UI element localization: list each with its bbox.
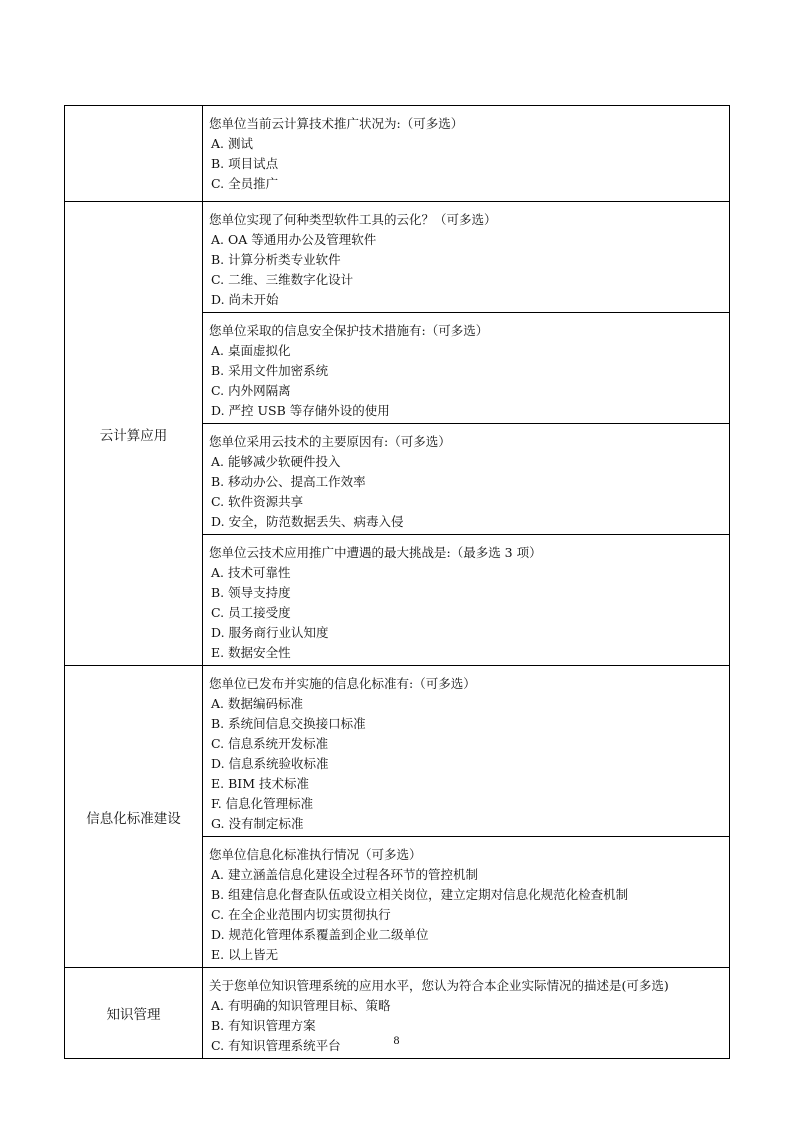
question-cell bbox=[203, 666, 730, 837]
question-block bbox=[203, 202, 729, 312]
table-row bbox=[65, 106, 730, 202]
question-cell bbox=[203, 424, 730, 535]
question-text: 您单位云技术应用推广中遭遇的最大挑战是:（最多选 3 项） bbox=[209, 545, 542, 560]
survey-table bbox=[64, 105, 730, 1059]
option-item: D. 尚未开始 bbox=[211, 292, 279, 307]
question-text: 您单位采取的信息安全保护技术措施有:（可多选） bbox=[209, 323, 489, 338]
option-item: A. 有明确的知识管理目标、策略 bbox=[211, 998, 391, 1013]
option-item: B. 领导支持度 bbox=[211, 585, 291, 600]
question-block bbox=[203, 106, 729, 196]
option-item: C. 软件资源共享 bbox=[211, 494, 304, 509]
question-block bbox=[203, 313, 729, 423]
option-item: B. 移动办公、提高工作效率 bbox=[211, 474, 366, 489]
table-row bbox=[65, 202, 730, 313]
option-item: A. 测试 bbox=[211, 136, 253, 151]
question-cell bbox=[203, 837, 730, 968]
option-item: C. 在全企业范围内切实贯彻执行 bbox=[211, 907, 391, 922]
option-item: B. 系统间信息交换接口标准 bbox=[211, 716, 366, 731]
question-block bbox=[203, 666, 729, 836]
question-text: 您单位实现了何种类型软件工具的云化？（可多选） bbox=[209, 212, 497, 227]
option-item: B. 有知识管理方案 bbox=[211, 1018, 316, 1033]
question-text: 您单位当前云计算技术推广状况为:（可多选） bbox=[209, 116, 464, 131]
option-item: D. 信息系统验收标准 bbox=[211, 756, 329, 771]
option-item: A. 建立涵盖信息化建设全过程各环节的管控机制 bbox=[211, 867, 478, 882]
option-item: B. 项目试点 bbox=[211, 156, 279, 171]
question-cell bbox=[203, 106, 730, 202]
question-cell bbox=[203, 313, 730, 424]
option-item: F. 信息化管理标准 bbox=[211, 796, 314, 811]
option-item: C. 信息系统开发标准 bbox=[211, 736, 329, 751]
option-item: C. 有知识管理系统平台 bbox=[211, 1038, 341, 1053]
question-text: 您单位已发布并实施的信息化标准有:（可多选） bbox=[209, 676, 476, 691]
question-block bbox=[203, 424, 729, 534]
option-item: D. 规范化管理体系覆盖到企业二级单位 bbox=[211, 927, 429, 942]
option-item: A. 技术可靠性 bbox=[211, 565, 291, 580]
question-text: 关于您单位知识管理系统的应用水平，您认为符合本企业实际情况的描述是(可多选) bbox=[209, 978, 669, 993]
option-item: D. 服务商行业认知度 bbox=[211, 625, 329, 640]
option-item: A. OA 等通用办公及管理软件 bbox=[211, 232, 377, 247]
option-item: C. 员工接受度 bbox=[211, 605, 291, 620]
category-cell: 云计算应用 bbox=[65, 202, 203, 666]
option-item: A. 能够减少软硬件投入 bbox=[211, 454, 341, 469]
question-cell bbox=[203, 202, 730, 313]
category-cell: 信息化标准建设 bbox=[65, 666, 203, 968]
option-item: E. 数据安全性 bbox=[211, 645, 291, 660]
option-item: E. 以上皆无 bbox=[211, 947, 279, 962]
category-cell bbox=[65, 106, 203, 202]
question-text: 您单位信息化标准执行情况（可多选） bbox=[209, 847, 422, 862]
option-item: A. 桌面虚拟化 bbox=[211, 343, 291, 358]
option-item: B. 组建信息化督查队伍或设立相关岗位，建立定期对信息化规范化检查机制 bbox=[211, 887, 629, 902]
category-cell: 知识管理 bbox=[65, 968, 203, 1059]
question-text: 您单位采用云技术的主要原因有:（可多选） bbox=[209, 434, 451, 449]
option-item: C. 二维、三维数字化设计 bbox=[211, 272, 354, 287]
option-item: G. 没有制定标准 bbox=[211, 816, 304, 831]
option-item: C. 全员推广 bbox=[211, 176, 279, 191]
option-item: B. 采用文件加密系统 bbox=[211, 363, 329, 378]
option-item: C. 内外网隔离 bbox=[211, 383, 291, 398]
page-number: 8 bbox=[393, 1033, 400, 1047]
option-item: D. 安全，防范数据丢失、病毒入侵 bbox=[211, 514, 404, 529]
option-item: A. 数据编码标准 bbox=[211, 696, 303, 711]
option-item: D. 严控 USB 等存储外设的使用 bbox=[211, 403, 390, 418]
question-block bbox=[203, 535, 729, 665]
question-cell bbox=[203, 535, 730, 666]
option-item: E. BIM 技术标准 bbox=[211, 776, 309, 791]
table-row bbox=[65, 666, 730, 837]
option-item: B. 计算分析类专业软件 bbox=[211, 252, 341, 267]
question-block bbox=[203, 837, 729, 967]
